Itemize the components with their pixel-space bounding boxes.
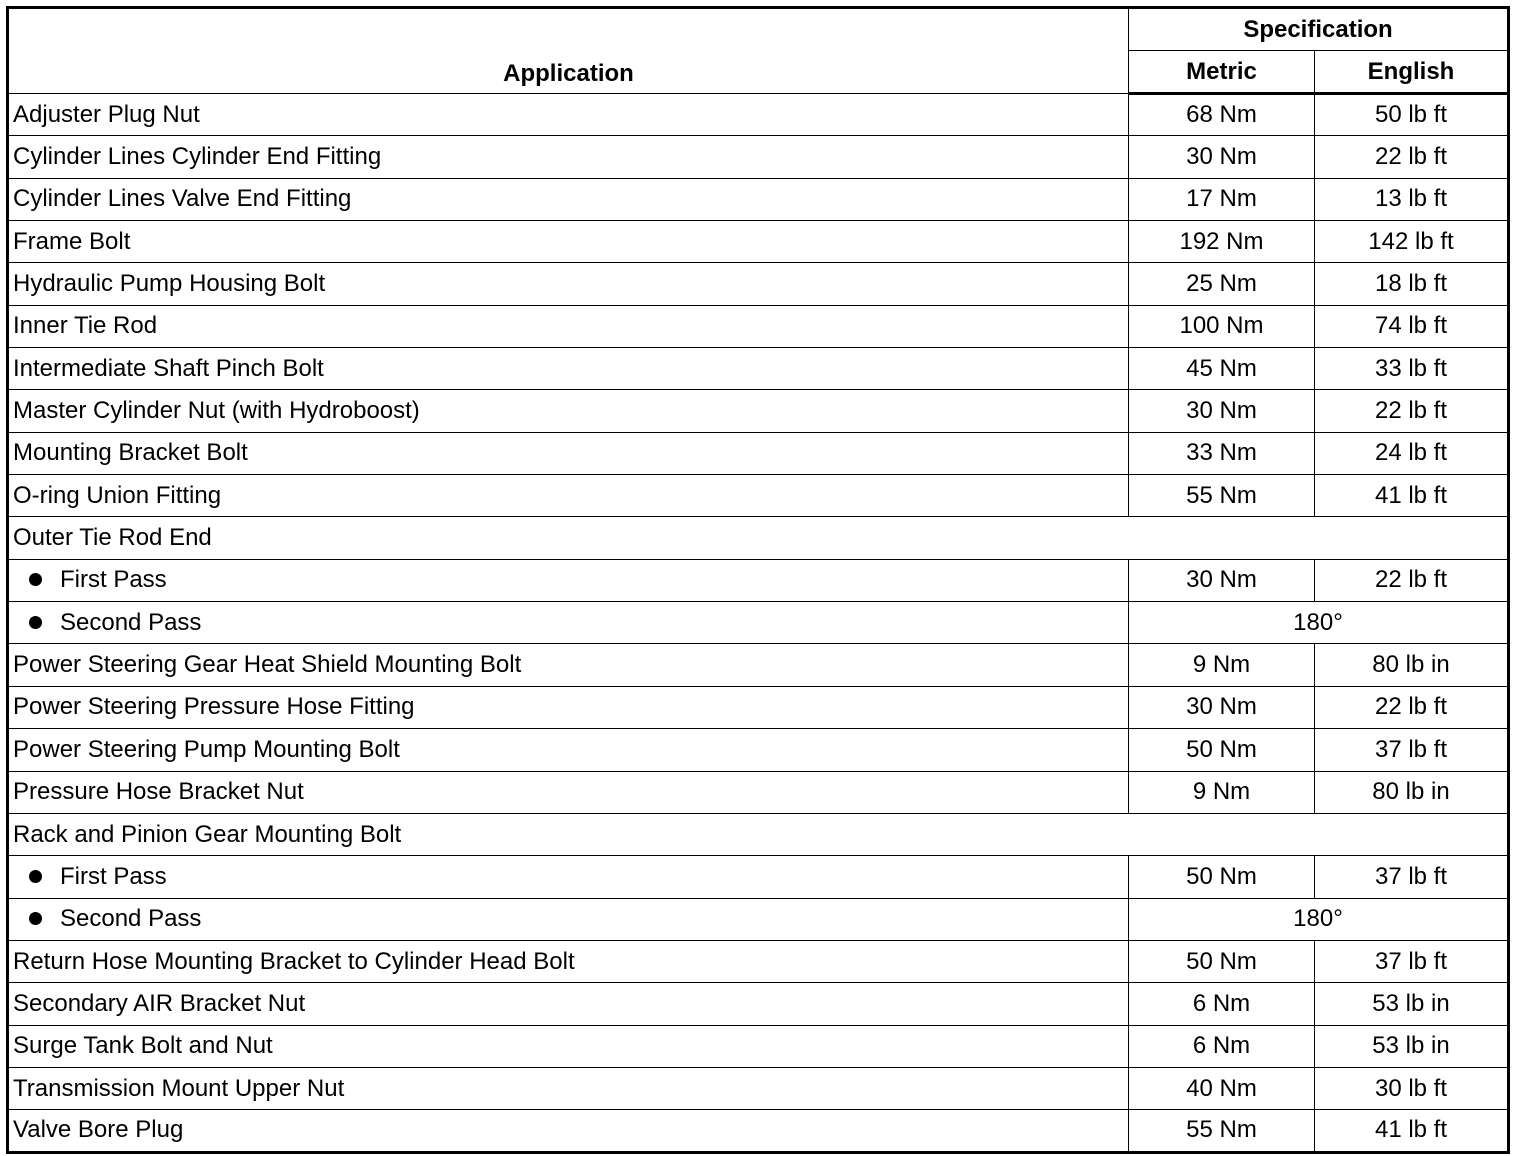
application-cell [8, 475, 1129, 517]
english-cell: 22 lb ft [1315, 686, 1509, 728]
table-header [8, 8, 1509, 94]
table-row [8, 263, 1509, 305]
metric-cell: 40 Nm [1129, 1067, 1315, 1109]
application-label: Power Steering Pump Mounting Bolt [13, 735, 400, 763]
table-row [8, 602, 1509, 644]
application-cell [8, 1110, 1129, 1152]
application-label: Power Steering Gear Heat Shield Mounting Bolt [13, 651, 522, 679]
metric-cell: 30 Nm [1129, 559, 1315, 601]
application-cell [8, 348, 1129, 390]
table-row [8, 136, 1509, 178]
application-label: Surge Tank Bolt and Nut [13, 1032, 273, 1060]
application-cell [8, 856, 1129, 898]
english-cell: 22 lb ft [1315, 390, 1509, 432]
application-label: Inner Tie Rod [13, 312, 158, 340]
table-row [8, 644, 1509, 686]
application-cell [8, 729, 1129, 771]
metric-cell: 50 Nm [1129, 940, 1315, 982]
english-cell: 80 lb in [1315, 771, 1509, 813]
application-cell [8, 305, 1129, 347]
application-label: Hydraulic Pump Housing Bolt [13, 270, 326, 298]
angle-spec-cell: 180° [1129, 898, 1509, 940]
table-row [8, 940, 1509, 982]
table-row [8, 475, 1509, 517]
application-cell [8, 813, 1509, 855]
english-cell: 37 lb ft [1315, 940, 1509, 982]
english-cell: 53 lb in [1315, 1025, 1509, 1067]
english-cell: 18 lb ft [1315, 263, 1509, 305]
table-row [8, 390, 1509, 432]
table-group-row [8, 813, 1509, 855]
metric-cell: 30 Nm [1129, 136, 1315, 178]
application-label: Power Steering Pressure Hose Fitting [13, 693, 415, 721]
table-row [8, 432, 1509, 474]
application-label: Master Cylinder Nut (with Hydroboost) [13, 397, 420, 425]
table-row [8, 221, 1509, 263]
english-cell: 41 lb ft [1315, 475, 1509, 517]
table-row [8, 94, 1509, 136]
bullet-icon [29, 573, 42, 586]
application-label: Cylinder Lines Cylinder End Fitting [13, 143, 382, 171]
application-cell [8, 983, 1129, 1025]
english-cell: 22 lb ft [1315, 559, 1509, 601]
table-row [8, 771, 1509, 813]
english-cell: 37 lb ft [1315, 729, 1509, 771]
metric-cell: 100 Nm [1129, 305, 1315, 347]
english-cell: 53 lb in [1315, 983, 1509, 1025]
application-cell [8, 136, 1129, 178]
metric-cell: 45 Nm [1129, 348, 1315, 390]
application-label: Intermediate Shaft Pinch Bolt [13, 354, 324, 382]
table-row [8, 559, 1509, 601]
application-label: Rack and Pinion Gear Mounting Bolt [13, 820, 402, 848]
table-row [8, 348, 1509, 390]
table-row [8, 1025, 1509, 1067]
english-cell: 50 lb ft [1315, 94, 1509, 136]
metric-cell: 6 Nm [1129, 1025, 1315, 1067]
application-label: First Pass [60, 566, 167, 594]
english-cell: 74 lb ft [1315, 305, 1509, 347]
header-english: English [1315, 51, 1509, 94]
application-cell [8, 432, 1129, 474]
application-label: Secondary AIR Bracket Nut [13, 989, 306, 1017]
application-label: First Pass [60, 862, 167, 890]
metric-cell: 50 Nm [1129, 856, 1315, 898]
metric-cell: 17 Nm [1129, 178, 1315, 220]
table-row [8, 305, 1509, 347]
application-cell [8, 559, 1129, 601]
angle-spec-cell: 180° [1129, 602, 1509, 644]
application-cell [8, 898, 1129, 940]
header-specification: Specification [1129, 8, 1509, 51]
bullet-icon [29, 912, 42, 925]
application-label: Outer Tie Rod End [13, 524, 212, 552]
application-cell [8, 771, 1129, 813]
application-cell [8, 263, 1129, 305]
application-cell [8, 1067, 1129, 1109]
application-label: Valve Bore Plug [13, 1116, 184, 1144]
metric-cell: 9 Nm [1129, 771, 1315, 813]
application-label: Transmission Mount Upper Nut [13, 1074, 345, 1102]
application-label: Second Pass [60, 905, 202, 933]
application-cell [8, 644, 1129, 686]
application-label: Frame Bolt [13, 227, 131, 255]
application-cell [8, 686, 1129, 728]
metric-cell: 33 Nm [1129, 432, 1315, 474]
bullet-icon [29, 616, 42, 629]
application-cell [8, 221, 1129, 263]
header-metric: Metric [1129, 51, 1315, 94]
table-row [8, 1110, 1509, 1152]
metric-cell: 55 Nm [1129, 1110, 1315, 1152]
application-cell [8, 1025, 1129, 1067]
table-row [8, 856, 1509, 898]
english-cell: 22 lb ft [1315, 136, 1509, 178]
table-row [8, 686, 1509, 728]
application-label: Return Hose Mounting Bracket to Cylinder Head Bolt [13, 947, 575, 975]
metric-cell: 6 Nm [1129, 983, 1315, 1025]
application-label: O-ring Union Fitting [13, 481, 222, 509]
table-row [8, 898, 1509, 940]
english-cell: 41 lb ft [1315, 1110, 1509, 1152]
application-label: Pressure Hose Bracket Nut [13, 778, 304, 806]
english-cell: 142 lb ft [1315, 221, 1509, 263]
bullet-icon [29, 870, 42, 883]
table-row [8, 178, 1509, 220]
english-cell: 80 lb in [1315, 644, 1509, 686]
english-cell: 37 lb ft [1315, 856, 1509, 898]
table-row [8, 729, 1509, 771]
table-group-row [8, 517, 1509, 559]
metric-cell: 30 Nm [1129, 686, 1315, 728]
header-application: Application [8, 8, 1129, 94]
metric-cell: 50 Nm [1129, 729, 1315, 771]
english-cell: 33 lb ft [1315, 348, 1509, 390]
application-cell [8, 517, 1509, 559]
application-label: Cylinder Lines Valve End Fitting [13, 185, 352, 213]
table-row [8, 1067, 1509, 1109]
metric-cell: 192 Nm [1129, 221, 1315, 263]
application-cell [8, 94, 1129, 136]
application-label: Mounting Bracket Bolt [13, 439, 248, 467]
application-cell [8, 602, 1129, 644]
torque-specification-table [6, 6, 1510, 1154]
application-cell [8, 940, 1129, 982]
metric-cell: 68 Nm [1129, 94, 1315, 136]
metric-cell: 30 Nm [1129, 390, 1315, 432]
application-cell [8, 178, 1129, 220]
metric-cell: 9 Nm [1129, 644, 1315, 686]
table-row [8, 983, 1509, 1025]
metric-cell: 55 Nm [1129, 475, 1315, 517]
english-cell: 13 lb ft [1315, 178, 1509, 220]
metric-cell: 25 Nm [1129, 263, 1315, 305]
application-label: Adjuster Plug Nut [13, 100, 200, 128]
application-label: Second Pass [60, 608, 202, 636]
application-cell [8, 390, 1129, 432]
table-body [8, 94, 1509, 1153]
english-cell: 30 lb ft [1315, 1067, 1509, 1109]
english-cell: 24 lb ft [1315, 432, 1509, 474]
